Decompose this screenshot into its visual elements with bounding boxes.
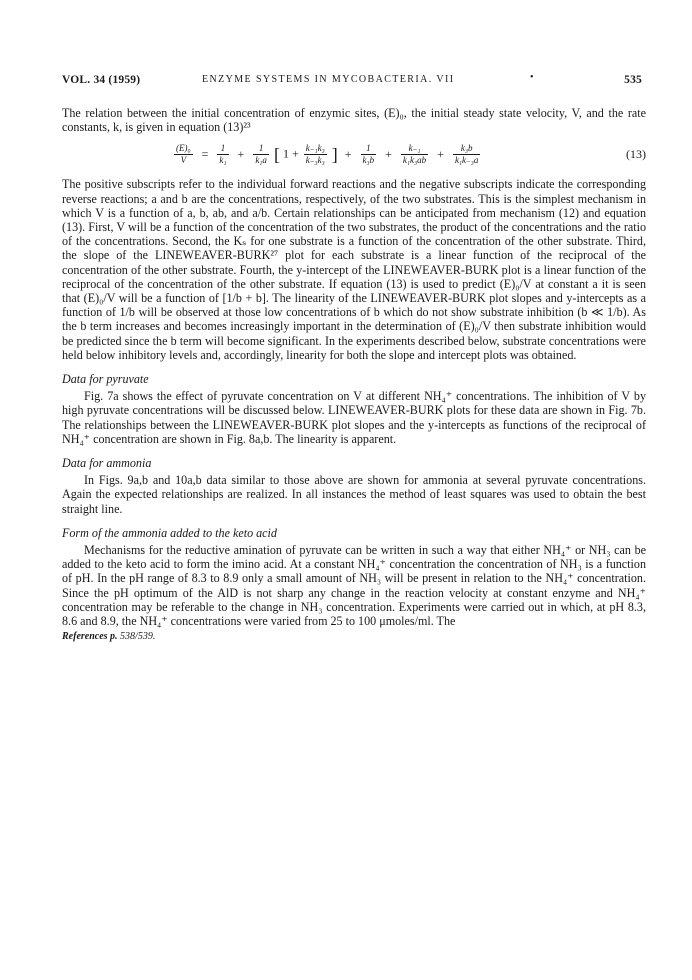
section-text-pyruvate: Fig. 7a shows the effect of pyruvate concentration on V at different NH₄⁺ concentrations. The inhibition of V by high pyruvate concentrations will be discussed below. LINEWEAVER-BURK plots for these data are shown in Fig. 7b. The relationships between the LINEWEAVER-BURK plot slopes and the y-intercepts as functions of the reciprocal of NH₄⁺ concentration are shown in Fig. 8a,b. The linearity is apparent. <box>62 389 646 446</box>
section-text-form: Mechanisms for the reductive amination of pyruvate can be written in such a way that either NH₄⁺ or NH₃ can be added to the keto acid to form the imino acid. At a constant NH₄⁺ concentration the concentration of NH₃ is a function of pH. In the pH range of 8.3 to 8.9 only a small amount of NH₃ will be present in relation to the NH₄⁺ concentration. Since the pH optimum of the AlD is not sharp any change in the reaction velocity at constant enzyme and NH₄⁺ concentration may be referable to the change in NH₃ concentration. Experiments were carried out in which, at pH 8.3, 8.6 and 8.9, the NH₄⁺ concentrations were varied from 25 to 100 μmoles/ml. The <box>62 543 646 629</box>
page-number: 535 <box>624 74 642 86</box>
intro-paragraph: The relation between the initial concentration of enzymic sites, (E)₀, the initial steady state velocity, V, and the rate constants, k, is given in equation (13)²³ <box>62 106 646 135</box>
eq-term-6: $\frac{\text{k₃b}}{\text{k₁k₋₃a}}$ <box>454 143 479 166</box>
eq-plus: + <box>437 146 444 161</box>
eq-plus: + <box>344 146 352 161</box>
eq-right-bracket: ] <box>331 144 338 165</box>
section-title-pyruvate: Data for pyruvate <box>62 372 149 387</box>
volume-label: VOL. 34 (1959) <box>62 74 141 86</box>
running-title: ENZYME SYSTEMS IN MYCOBACTERIA. VII <box>202 74 455 85</box>
eq-lhs-fraction: $\frac{\text{(E)₀}}{V}$ <box>176 143 191 166</box>
running-header <box>62 74 642 92</box>
section-text-ammonia: In Figs. 9a,b and 10a,b data similar to those above are shown for ammonia at several pyruvate concentrations. Again the expected relationships are realized. In all instances the method of least squares was used to obtain the best straight line. <box>62 473 646 516</box>
eq-term-4: $\frac{1}{\text{k₃b}}$ <box>362 143 375 166</box>
eq-term-2: $\frac{1}{\text{k₁a}}$ <box>255 143 267 166</box>
eq-plus: + <box>237 146 245 161</box>
eq-equals: = <box>201 146 209 161</box>
equation-13 <box>62 137 646 171</box>
page-body <box>62 106 646 645</box>
equation-body <box>172 143 482 166</box>
references-pages: 538/539. <box>120 631 156 643</box>
eq-bracket-one: 1 + <box>282 146 299 161</box>
paragraph-mechanism: The positive subscripts refer to the individual forward reactions and the negative subscripts indicate the corresponding reverse reactions; a and b are the concentrations, respectively, of the two substrates. This is the simplest mechanism in which V is a function of a, b, ab, and a/b. Certain relationships can be anticipated from mechanism (12) and equation (13). First, V will be a function of the concentration of the two substrates, the product of the concentrations and the ratio of the concentrations. Second, the Kₛ for one substrate is a function of the concentration of the other substrate. Third, the slope of the LINEWEAVER-BURK²⁷ plot for each substrate is a linear function of the reciprocal of the concentration of the other substrate. Fourth, the y-intercept of the LINEWEAVER-BURK plot is a linear function of the reciprocal of the concentration of the other substrate. If equation (13) is used to predict (E)₀/V at constant a it is seen that (E)₀/V will be a function of [1/b + b]. The linearity of the LINEWEAVER-BURK plot slopes and y-intercepts as a function of 1/b will be observed at those low concentrations of b which do not show substrate inhibition (b ≪ 1/b). As the b term increases and becomes increasingly important in the determination of (E)₀/V then substrate inhibition would be predicted since the b term will become significant. In the experiments described below, substrate concentrations were held below inhibitory levels and, accordingly, linearity for both the slope and intercept plots was obtained. <box>62 177 646 362</box>
section-title-ammonia: Data for ammonia <box>62 456 152 471</box>
eq-plus: + <box>385 146 392 161</box>
eq-left-bracket: [ <box>273 144 280 165</box>
references-label: References p. <box>62 631 118 643</box>
eq-term-3: $\frac{\text{k₋₁k₃}}{\text{k₋₃k₃}}$ <box>305 143 325 166</box>
header-mark: • <box>530 72 534 83</box>
section-title-form: Form of the ammonia added to the keto acid <box>62 525 277 540</box>
references-footer <box>62 630 646 644</box>
equation-number: (13) <box>626 147 646 162</box>
eq-term-5: $\frac{\text{k₋₁}}{\text{k₁k₃ab}}$ <box>402 143 427 166</box>
eq-term-1: $\frac{1}{\text{k₁}}$ <box>219 143 227 166</box>
